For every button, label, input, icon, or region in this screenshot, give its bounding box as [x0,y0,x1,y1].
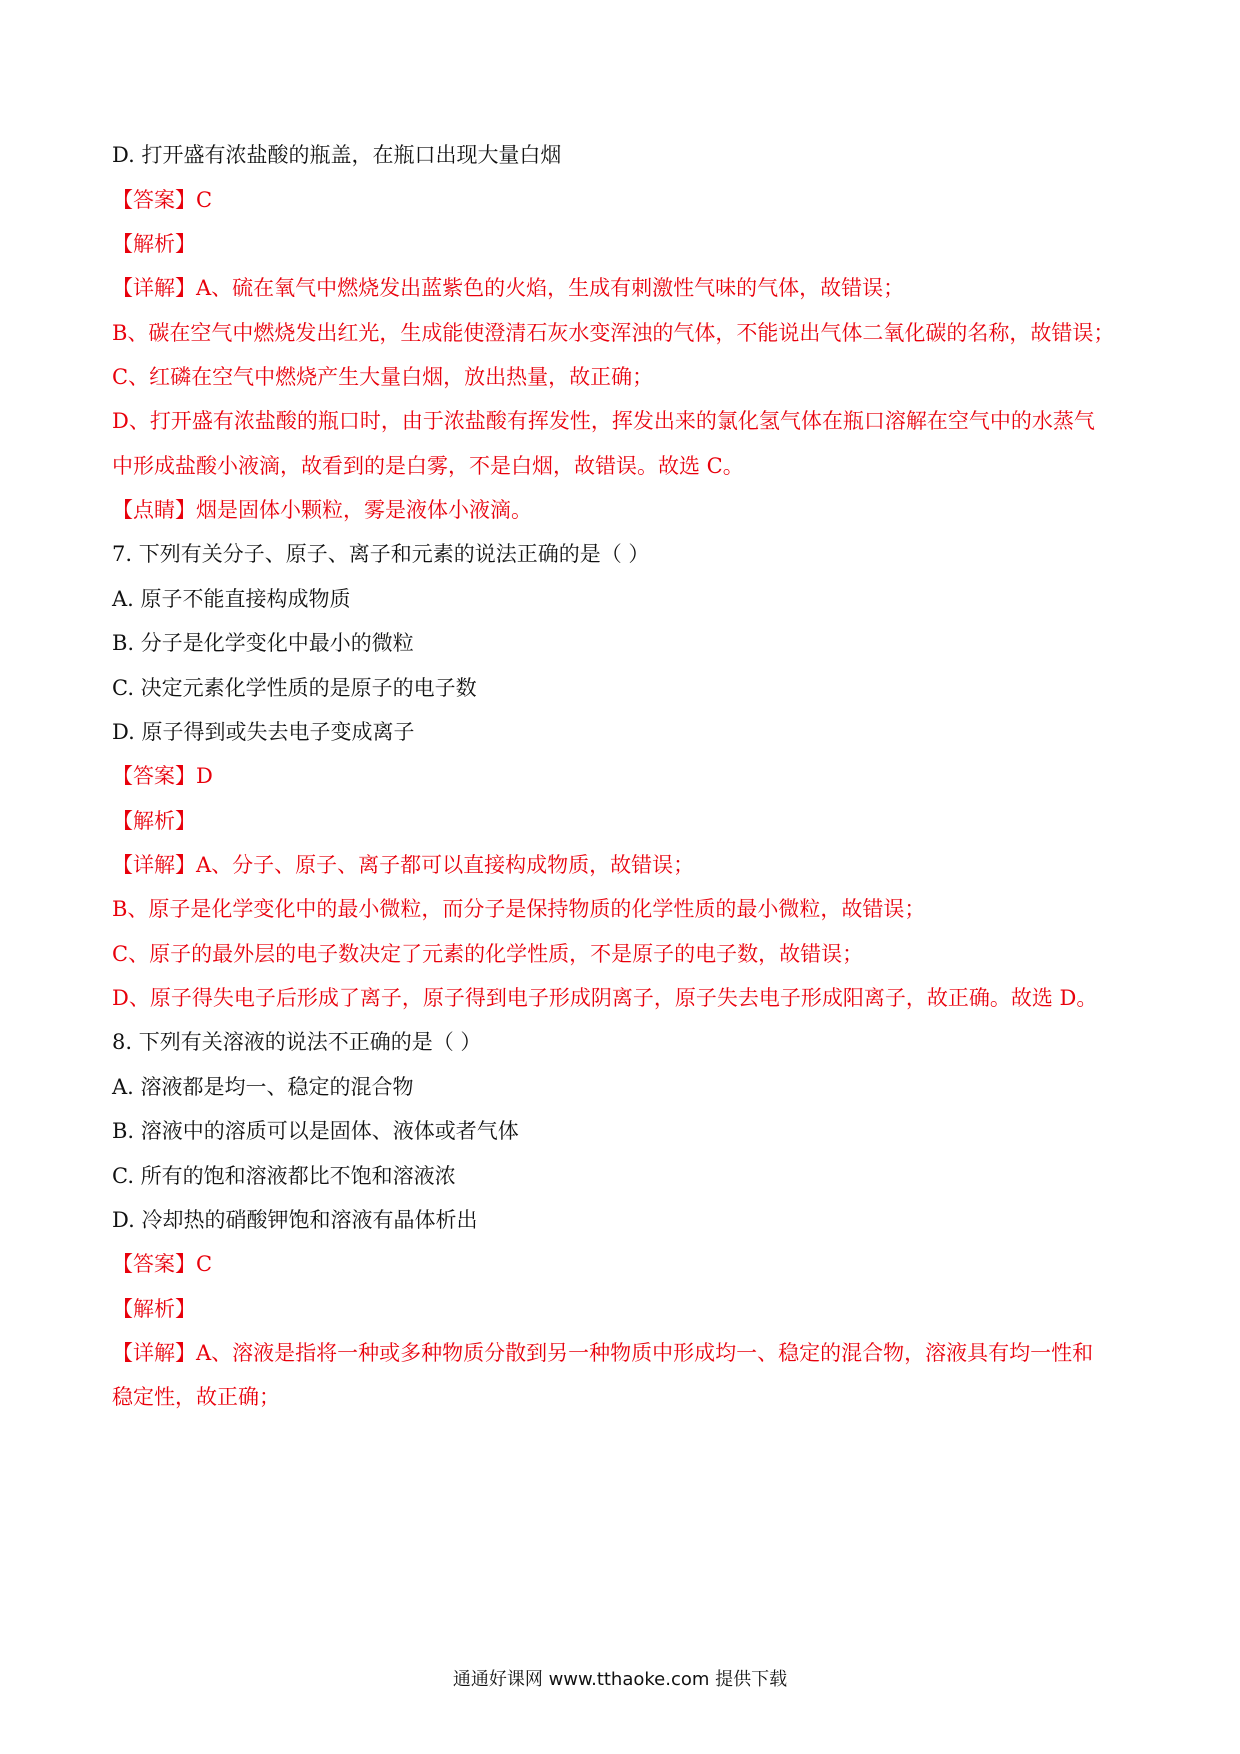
answer-tag: 【答案】 [112,1252,196,1276]
explanation-line: 稳定性，故正确； [112,1385,280,1409]
explanation-line: D、原子得失电子后形成了离子，原子得到电子形成阴离子，原子失去电子形成阳离子，故正确。故选 D。 [112,986,1098,1010]
option-line: B. 分子是化学变化中最小的微粒 [112,631,414,655]
answer-line: 【答案】C [112,188,213,212]
page-footer: 通通好课网 www.tthaoke.com 提供下载 [452,1669,788,1690]
answer-tag: 【答案】 [112,764,196,788]
analysis-heading: 【解析】 [112,809,196,833]
explanation-line: C、红磷在空气中燃烧产生大量白烟，放出热量，故正确； [112,365,654,389]
answer-line: 【答案】D [112,764,213,788]
tip-line: 【点睛】烟是固体小颗粒，雾是液体小液滴。 [112,498,532,522]
explanation-line: B、碳在空气中燃烧发出红光，生成能使澄清石灰水变浑浊的气体，不能说出气体二氧化碳的名称，故错误； [112,321,1115,345]
option-line: B. 溶液中的溶质可以是固体、液体或者气体 [112,1119,519,1143]
option-line: C. 决定元素化学性质的是原子的电子数 [112,676,477,700]
option-line: C. 所有的饱和溶液都比不饱和溶液浓 [112,1164,456,1188]
question-7: 7. 下列有关分子、原子、离子和元素的说法正确的是（ ） [112,542,650,566]
analysis-heading: 【解析】 [112,1297,196,1321]
question-8: 8. 下列有关溶液的说法不正确的是（ ） [112,1030,482,1054]
option-line: D. 打开盛有浓盐酸的瓶盖，在瓶口出现大量白烟 [112,143,562,167]
answer-tag: 【答案】 [112,188,196,212]
option-line: D. 冷却热的硝酸钾饱和溶液有晶体析出 [112,1208,478,1232]
explanation-line: 中形成盐酸小液滴，故看到的是白雾，不是白烟，故错误。故选 C。 [112,454,744,478]
explanation-line: B、原子是化学变化中的最小微粒，而分子是保持物质的化学性质的最小微粒，故错误； [112,897,926,921]
explanation-line: C、原子的最外层的电子数决定了元素的化学性质，不是原子的电子数，故错误； [112,942,864,966]
option-line: A. 原子不能直接构成物质 [112,587,351,611]
option-line: D. 原子得到或失去电子变成离子 [112,720,415,744]
analysis-heading: 【解析】 [112,232,196,256]
explanation-line: 【详解】A、硫在氧气中燃烧发出蓝紫色的火焰，生成有刺激性气味的气体，故错误； [112,276,905,300]
explanation-line: D、打开盛有浓盐酸的瓶口时，由于浓盐酸有挥发性，挥发出来的氯化氢气体在瓶口溶解在空气中的水蒸气 [112,409,1095,433]
option-line: A. 溶液都是均一、稳定的混合物 [112,1075,414,1099]
answer-line: 【答案】C [112,1252,213,1276]
explanation-line: 【详解】A、分子、原子、离子都可以直接构成物质，故错误； [112,853,695,877]
explanation-line: 【详解】A、溶液是指将一种或多种物质分散到另一种物质中形成均一、稳定的混合物，溶液具有均一性和 [112,1341,1094,1365]
